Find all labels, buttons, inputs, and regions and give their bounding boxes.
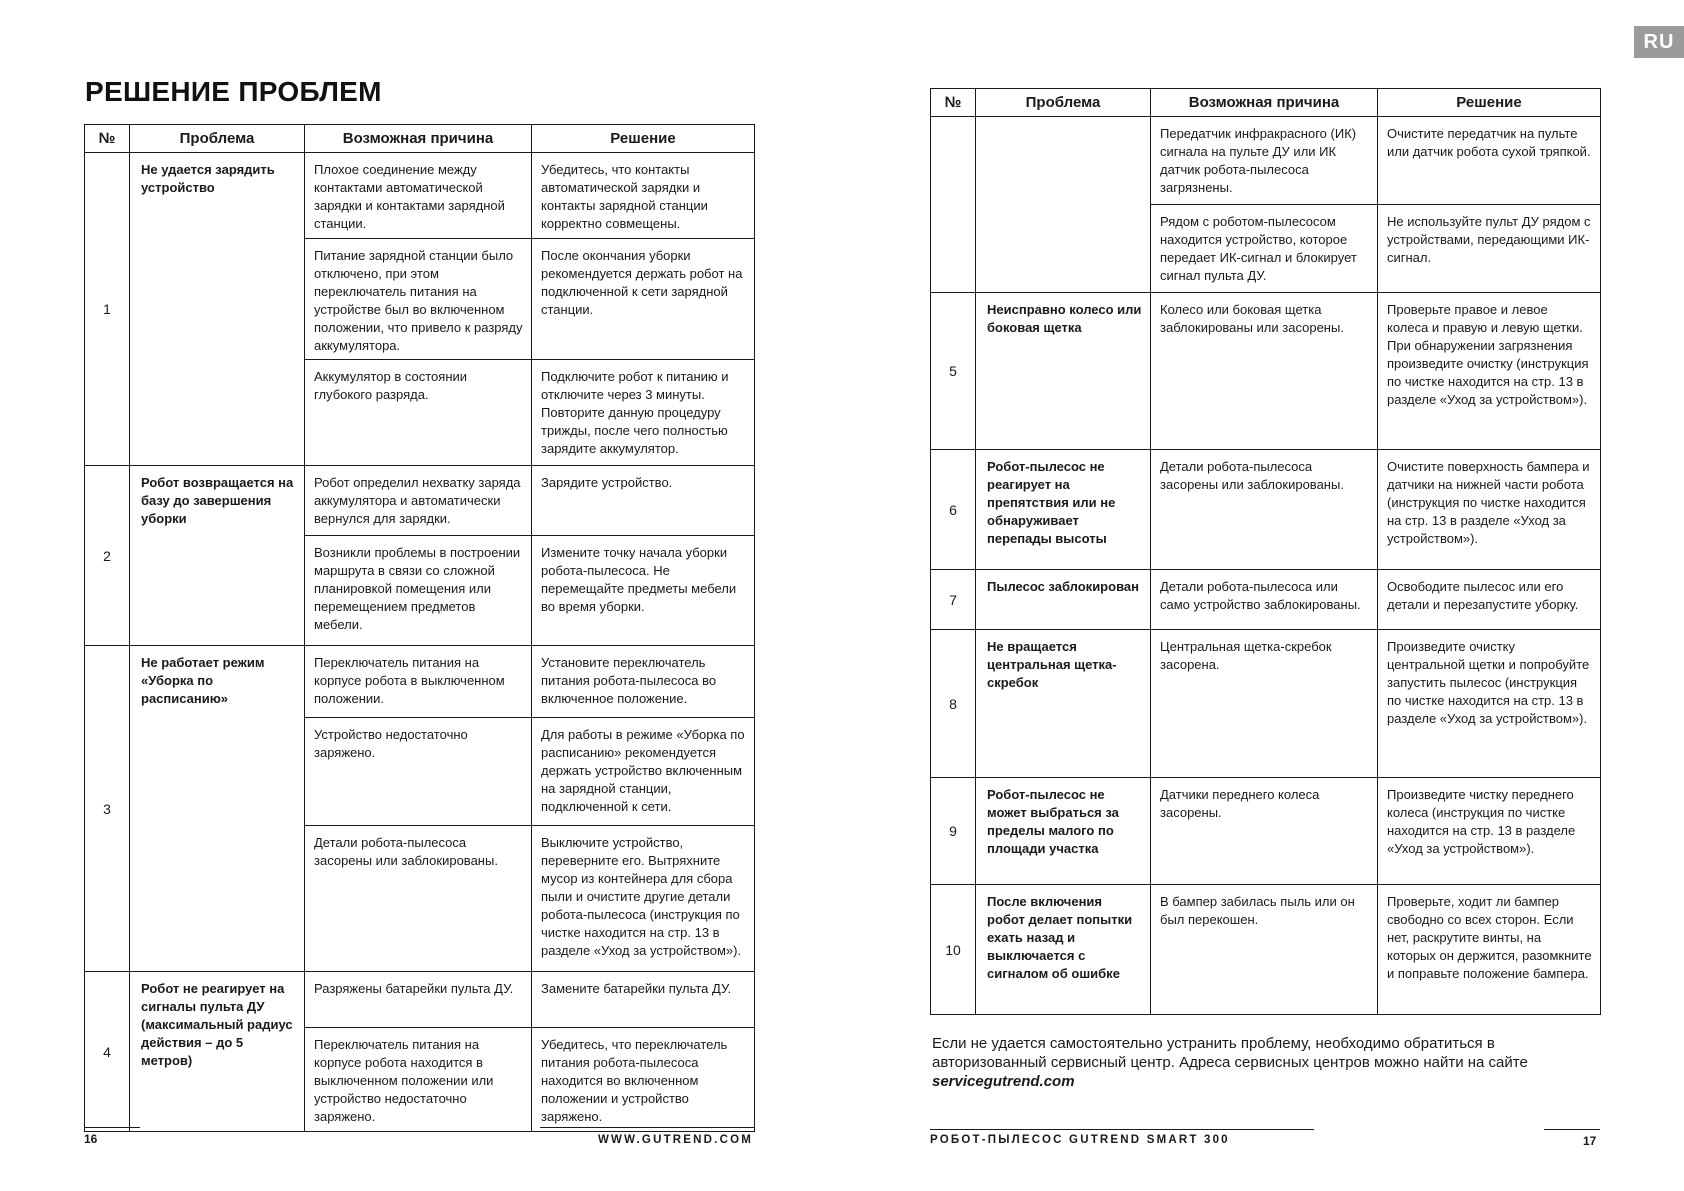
row-number: 4 <box>85 972 130 1132</box>
solution-cell: Для работы в режиме «Уборка по расписанию» рекомендуется держать устройство включенным на зарядной станции, подключенной к сети. <box>532 718 755 826</box>
footer-rule-left <box>84 1127 140 1128</box>
table-row <box>85 153 755 239</box>
cause-cell: Аккумулятор в состоянии глубокого разряда. <box>305 360 532 466</box>
table-header-row <box>931 89 1601 117</box>
footer-rule-right <box>1544 1129 1600 1130</box>
cause-cell: Плохое соединение между контактами автоматической зарядки и контактами зарядной станции. <box>305 153 532 239</box>
solution-cell: Убедитесь, что переключатель питания робота-пылесоса находится во включенном положении и устройство заряжено. <box>532 1028 755 1132</box>
solution-cell: Произведите очистку центральной щетки и попробуйте запустить пылесос (инструкция по чистке находится на стр. 13 в разделе «Уход за устройством»). <box>1378 630 1601 778</box>
row-number: 5 <box>931 293 976 450</box>
footer-product-name: РОБОТ-ПЫЛЕСОС GUTREND SMART 300 <box>930 1134 1230 1146</box>
footer-rule-left <box>930 1129 1314 1130</box>
footer-website: WWW.GUTREND.COM <box>598 1134 754 1146</box>
table-row <box>85 466 755 536</box>
cause-cell: Рядом с роботом-пылесосом находится устройство, которое передает ИК-сигнал и блокирует сигнал пульта ДУ. <box>1151 205 1378 293</box>
solution-cell: Произведите чистку переднего колеса (инструкция по чистке находится на стр. 13 в разделе «Уход за устройством»). <box>1378 778 1601 885</box>
table-header-row <box>85 125 755 153</box>
table-row <box>931 630 1601 778</box>
cause-cell: Питание зарядной станции было отключено, при этом переключатель питания на устройстве был во включенном положении, что привело к разряду аккумулятора. <box>305 239 532 360</box>
page-number-left: 16 <box>84 1132 98 1146</box>
language-badge: RU <box>1634 26 1684 58</box>
problem-cell: Робот не реагирует на сигналы пульта ДУ (максимальный радиус действия – до 5 метров) <box>130 972 305 1132</box>
row-number <box>931 117 976 293</box>
table-row <box>931 450 1601 570</box>
solution-cell: Освободите пылесос или его детали и перезапустите уборку. <box>1378 570 1601 630</box>
row-number: 1 <box>85 153 130 466</box>
solution-cell: Проверьте правое и левое колеса и правую и левую щетки. При обнаружении загрязнения произведите очистку (инструкция по чистке находится на стр. 13 в разделе «Уход за устройством»). <box>1378 293 1601 450</box>
column-header-problem: Проблема <box>130 125 305 153</box>
column-header-solution: Решение <box>532 125 755 153</box>
problem-cell: Не работает режим «Уборка по расписанию» <box>130 646 305 972</box>
column-header-num: № <box>931 89 976 117</box>
problem-cell: Робот возвращается на базу до завершения уборки <box>130 466 305 646</box>
cause-cell: Разряжены батарейки пульта ДУ. <box>305 972 532 1028</box>
column-header-cause: Возможная причина <box>305 125 532 153</box>
row-number: 8 <box>931 630 976 778</box>
solution-cell: Очистите передатчик на пульте или датчик робота сухой тряпкой. <box>1378 117 1601 205</box>
troubleshooting-table-right <box>930 88 1601 1015</box>
service-note <box>932 1034 1612 1091</box>
row-number: 10 <box>931 885 976 1015</box>
row-number: 9 <box>931 778 976 885</box>
page-title: РЕШЕНИЕ ПРОБЛЕМ <box>85 76 382 107</box>
cause-cell: Переключатель питания на корпусе робота в выключенном положении. <box>305 646 532 718</box>
row-number: 7 <box>931 570 976 630</box>
solution-cell: Выключите устройство, переверните его. Вытряхните мусор из контейнера для сбора пыли и очистите другие детали робота-пылесоса (инструкция по чистке находится на стр. 13 в разделе «Уход за устройством»). <box>532 826 755 972</box>
problem-cell: Не вращается центральная щетка-скребок <box>976 630 1151 778</box>
solution-cell: Проверьте, ходит ли бампер свободно со всех сторон. Если нет, раскрутите винты, на которых он держится, разомкните и поправьте положение бампера. <box>1378 885 1601 1015</box>
table-row <box>931 570 1601 630</box>
column-header-cause: Возможная причина <box>1151 89 1378 117</box>
solution-cell: Подключите робот к питанию и отключите через 3 минуты. Повторите данную процедуру трижды, после чего полностью зарядите аккумулятор. <box>532 360 755 466</box>
solution-cell: Замените батарейки пульта ДУ. <box>532 972 755 1028</box>
service-note-text: Если не удается самостоятельно устранить проблему, необходимо обратиться в авторизованный сервисный центр. Адреса сервисных центров можно найти на сайте <box>932 1035 1528 1071</box>
solution-cell: После окончания уборки рекомендуется держать робот на подключенной к сети зарядной станции. <box>532 239 755 360</box>
solution-cell: Зарядите устройство. <box>532 466 755 536</box>
column-header-num: № <box>85 125 130 153</box>
troubleshooting-table-left <box>84 124 755 1132</box>
footer-rule-right <box>540 1127 754 1128</box>
problem-cell: Не удается зарядить устройство <box>130 153 305 466</box>
cause-cell: Робот определил нехватку заряда аккумулятора и автоматически вернулся для зарядки. <box>305 466 532 536</box>
problem-cell: Робот-пылесос не может выбраться за пределы малого по площади участка <box>976 778 1151 885</box>
table-row <box>931 293 1601 450</box>
row-number: 3 <box>85 646 130 972</box>
cause-cell: Датчики переднего колеса засорены. <box>1151 778 1378 885</box>
page-number-right: 17 <box>1583 1134 1597 1148</box>
column-header-solution: Решение <box>1378 89 1601 117</box>
table-row <box>931 117 1601 205</box>
cause-cell: Передатчик инфракрасного (ИК) сигнала на пульте ДУ или ИК датчик робота-пылесоса загрязнены. <box>1151 117 1378 205</box>
solution-cell: Очистите поверхность бампера и датчики на нижней части робота (инструкция по чистке находится на стр. 13 в разделе «Уход за устройством»). <box>1378 450 1601 570</box>
solution-cell: Убедитесь, что контакты автоматической зарядки и контакты зарядной станции корректно совмещены. <box>532 153 755 239</box>
table-row <box>85 972 755 1028</box>
cause-cell: Детали робота-пылесоса или само устройство заблокированы. <box>1151 570 1378 630</box>
cause-cell: Переключатель питания на корпусе робота находится в выключенном положении или устройство недостаточно заряжено. <box>305 1028 532 1132</box>
cause-cell: Детали робота-пылесоса засорены или заблокированы. <box>1151 450 1378 570</box>
cause-cell: Центральная щетка-скребок засорена. <box>1151 630 1378 778</box>
row-number: 2 <box>85 466 130 646</box>
solution-cell: Установите переключатель питания робота-пылесоса во включенное положение. <box>532 646 755 718</box>
cause-cell: Устройство недостаточно заряжено. <box>305 718 532 826</box>
table-row <box>85 646 755 718</box>
cause-cell: В бампер забилась пыль или он был перекошен. <box>1151 885 1378 1015</box>
cause-cell: Колесо или боковая щетка заблокированы или засорены. <box>1151 293 1378 450</box>
service-website-link[interactable]: servicegutrend.com <box>932 1073 1075 1090</box>
cause-cell: Возникли проблемы в построении маршрута в связи со сложной планировкой помещения или перемещением предметов мебели. <box>305 536 532 646</box>
column-header-problem: Проблема <box>976 89 1151 117</box>
problem-cell: После включения робот делает попытки ехать назад и выключается с сигналом об ошибке <box>976 885 1151 1015</box>
cause-cell: Детали робота-пылесоса засорены или заблокированы. <box>305 826 532 972</box>
problem-cell: Пылесос заблокирован <box>976 570 1151 630</box>
problem-cell <box>976 117 1151 293</box>
problem-cell: Неисправно колесо или боковая щетка <box>976 293 1151 450</box>
solution-cell: Измените точку начала уборки робота-пылесоса. Не перемещайте предметы мебели во время уборки. <box>532 536 755 646</box>
table-row <box>931 885 1601 1015</box>
row-number: 6 <box>931 450 976 570</box>
solution-cell: Не используйте пульт ДУ рядом с устройствами, передающими ИК-сигнал. <box>1378 205 1601 293</box>
problem-cell: Робот-пылесос не реагирует на препятствия или не обнаруживает перепады высоты <box>976 450 1151 570</box>
table-row <box>931 778 1601 885</box>
